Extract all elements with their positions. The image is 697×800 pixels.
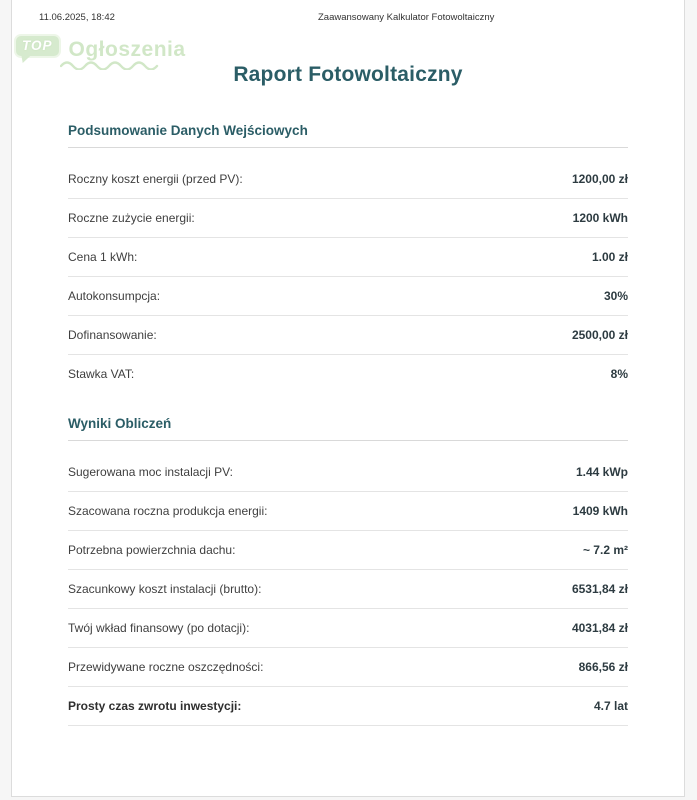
row-label: Cena 1 kWh: (68, 250, 138, 264)
print-header (12, 0, 684, 22)
row-label: Szacowana roczna produkcja energii: (68, 504, 268, 518)
row-value: 4031,84 zł (571, 621, 628, 635)
row-label: Twój wkład finansowy (po dotacji): (68, 621, 250, 635)
row-label: Prosty czas zwrotu inwestycji: (68, 699, 242, 713)
row-required-roof-area (68, 531, 628, 570)
row-price-per-kwh (68, 238, 628, 277)
row-label: Stawka VAT: (68, 367, 135, 381)
row-value: 4.7 lat (593, 699, 628, 713)
section-heading-input-summary: Podsumowanie Danych Wejściowych (68, 122, 628, 148)
row-value: 8% (610, 367, 628, 381)
row-value: 30% (603, 289, 628, 303)
row-label: Roczne zużycie energii: (68, 211, 195, 225)
row-subsidy (68, 316, 628, 355)
row-own-contribution (68, 609, 628, 648)
row-value: 2500,00 zł (571, 328, 628, 342)
row-expected-annual-savings (68, 648, 628, 687)
logo-underline-squiggle-icon (60, 60, 162, 70)
print-date: 11.06.2025, 18:42 (39, 12, 115, 23)
row-self-consumption (68, 277, 628, 316)
document-title: Zaawansowany Kalkulator Fotowoltaiczny (318, 12, 495, 23)
row-value: 1409 kWh (572, 504, 628, 518)
row-label: Autokonsumpcja: (68, 289, 161, 303)
row-label: Sugerowana moc instalacji PV: (68, 465, 233, 479)
row-value: 866,56 zł (578, 660, 628, 674)
input-summary-rows (68, 160, 628, 393)
row-vat-rate (68, 355, 628, 393)
report-content (68, 122, 628, 726)
row-estimated-gross-cost (68, 570, 628, 609)
row-value: 1.00 zł (591, 250, 628, 264)
row-label: Szacunkowy koszt instalacji (brutto): (68, 582, 262, 596)
section-results (68, 415, 628, 726)
row-label: Roczny koszt energii (przed PV): (68, 172, 243, 186)
row-label: Dofinansowanie: (68, 328, 157, 342)
row-label: Przewidywane roczne oszczędności: (68, 660, 264, 674)
section-input-summary (68, 122, 628, 393)
row-value: 1.44 kWp (575, 465, 628, 479)
row-value: 1200 kWh (572, 211, 628, 225)
report-title: Raport Fotowoltaiczny (233, 63, 463, 86)
logo-wordmark: Ogłoszenia (68, 38, 186, 61)
row-annual-energy-cost (68, 160, 628, 199)
row-value: 6531,84 zł (571, 582, 628, 596)
results-rows (68, 453, 628, 726)
row-label: Potrzebna powierzchnia dachu: (68, 543, 236, 557)
top-ogloszenia-logo-watermark (14, 34, 186, 62)
row-estimated-annual-production (68, 492, 628, 531)
logo-top-badge: TOP (14, 34, 61, 58)
report-page (11, 0, 685, 797)
section-heading-results: Wyniki Obliczeń (68, 415, 628, 441)
row-value: 1200,00 zł (571, 172, 628, 186)
row-suggested-pv-power (68, 453, 628, 492)
row-simple-payback-time (68, 687, 628, 726)
row-value: ~ 7.2 m² (582, 543, 628, 557)
row-annual-energy-usage (68, 199, 628, 238)
